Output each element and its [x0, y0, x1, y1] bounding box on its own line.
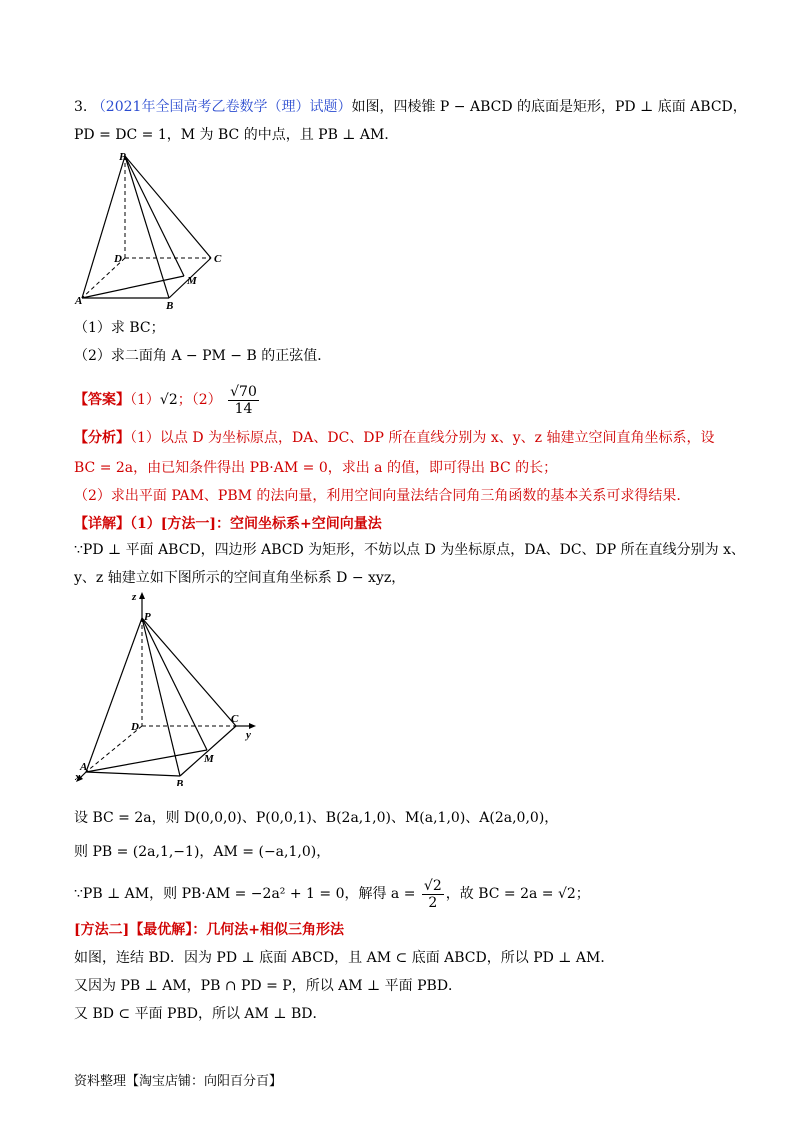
answer-part2-numerator: √70	[230, 383, 257, 400]
footer: 资料整理【淘宝店铺：向阳百分百】	[74, 1074, 283, 1089]
axis-label-z: z	[132, 591, 137, 603]
detail-heading	[74, 514, 382, 534]
analysis-line-2: BC = 2a，由已知条件得出 PB·AM = 0，求出 a 的值，即可得出 BC 的长；	[74, 460, 558, 476]
question-2: （2）求二面角 A − PM − B 的正弦值．	[74, 348, 332, 364]
axis-label-y: y	[246, 729, 251, 741]
problem-number: 3.	[74, 99, 88, 115]
pyramid-figure	[74, 148, 234, 312]
solve-fraction	[422, 878, 444, 911]
solve-fraction-denominator: 2	[428, 894, 438, 911]
label-B2: B	[176, 778, 184, 786]
vectors-line: 则 PB = (2a,1,−1)，AM = (−a,1,0)，	[74, 844, 331, 860]
detail-line-2: y、z 轴建立如下图所示的空间直角坐标系 D − xyz，	[74, 570, 406, 586]
answer-part2-denominator: 14	[234, 400, 253, 417]
problem-source: （2021年全国高考乙卷数学（理）试题）	[91, 99, 352, 115]
label-P: P	[119, 151, 126, 163]
solve-text-a: ∵PB ⊥ AM，则 PB·AM = −2a² + 1 = 0，解得 a =	[74, 886, 416, 902]
label-A2: A	[80, 761, 88, 773]
label-A: A	[75, 295, 83, 307]
solve-text-b: ，故 BC = 2a = √2；	[445, 886, 590, 902]
analysis-label: 【分析】	[74, 430, 130, 446]
answer-part1-label: （1）	[130, 392, 160, 408]
solve-fraction-numerator: √2	[423, 877, 442, 894]
method2-line-2: 又因为 PB ⊥ AM，PB ∩ PD = P，所以 AM ⊥ 平面 PBD．	[74, 978, 463, 994]
detail-line-1: ∵PD ⊥ 平面 ABCD，四边形 ABCD 为矩形，不妨以点 D 为坐标原点，DA、DC、DP 所在直线分别为 x、	[74, 542, 745, 558]
detail-label: 【详解】	[74, 516, 130, 532]
label-C: C	[214, 253, 222, 265]
problem-stem-1: 如图，四棱锥 P − ABCD 的底面是矩形，PD ⊥ 底面 ABCD，	[351, 99, 747, 115]
label-D2: D	[131, 721, 139, 733]
analysis-text-1: （1）以点 D 为坐标原点，DA、DC、DP 所在直线分别为 x、y、z 轴建立空间直角坐标系，设	[130, 430, 715, 446]
label-D: D	[114, 253, 122, 265]
analysis-line-1	[74, 428, 714, 448]
coords-line: 设 BC = 2a，则 D(0,0,0)、P(0,0,1)、B(2a,1,0)、M(a,1,0)、A(2a,0,0)，	[74, 810, 559, 826]
coordinate-figure	[74, 590, 264, 786]
label-M: M	[187, 275, 197, 287]
label-B: B	[166, 300, 174, 312]
label-C2: C	[231, 713, 239, 725]
problem-stem-2: PD = DC = 1，M 为 BC 的中点，且 PB ⊥ AM．	[74, 127, 399, 143]
answer-part2-label: ；（2）	[177, 392, 222, 408]
method2-line-1: 如图，连结 BD．因为 PD ⊥ 底面 ABCD，且 AM ⊂ 底面 ABCD，所以 PD ⊥ AM．	[74, 950, 615, 966]
answer-part1-value: √2	[159, 392, 178, 408]
label-P2: P	[144, 611, 151, 623]
method2-line-3: 又 BD ⊂ 平面 PBD，所以 AM ⊥ BD．	[74, 1006, 327, 1022]
method1-title: （1）[方法一]：空间坐标系+空间向量法	[130, 516, 382, 532]
analysis-line-3: （2）求出平面 PAM、PBM 的法向量，利用空间向量法结合同角三角函数的基本关系可求得结果.	[74, 488, 681, 504]
answer-part2-fraction	[228, 384, 259, 417]
answer-label: 【答案】	[74, 392, 130, 408]
problem-line-1	[74, 97, 747, 117]
label-M2: M	[204, 753, 214, 765]
method2-title: [方法二]【最优解】：几何法+相似三角形法	[74, 922, 344, 938]
question-1: （1）求 BC；	[74, 320, 165, 336]
answer-line	[74, 380, 261, 420]
axis-label-x: x	[75, 771, 81, 783]
solve-line	[74, 876, 590, 912]
